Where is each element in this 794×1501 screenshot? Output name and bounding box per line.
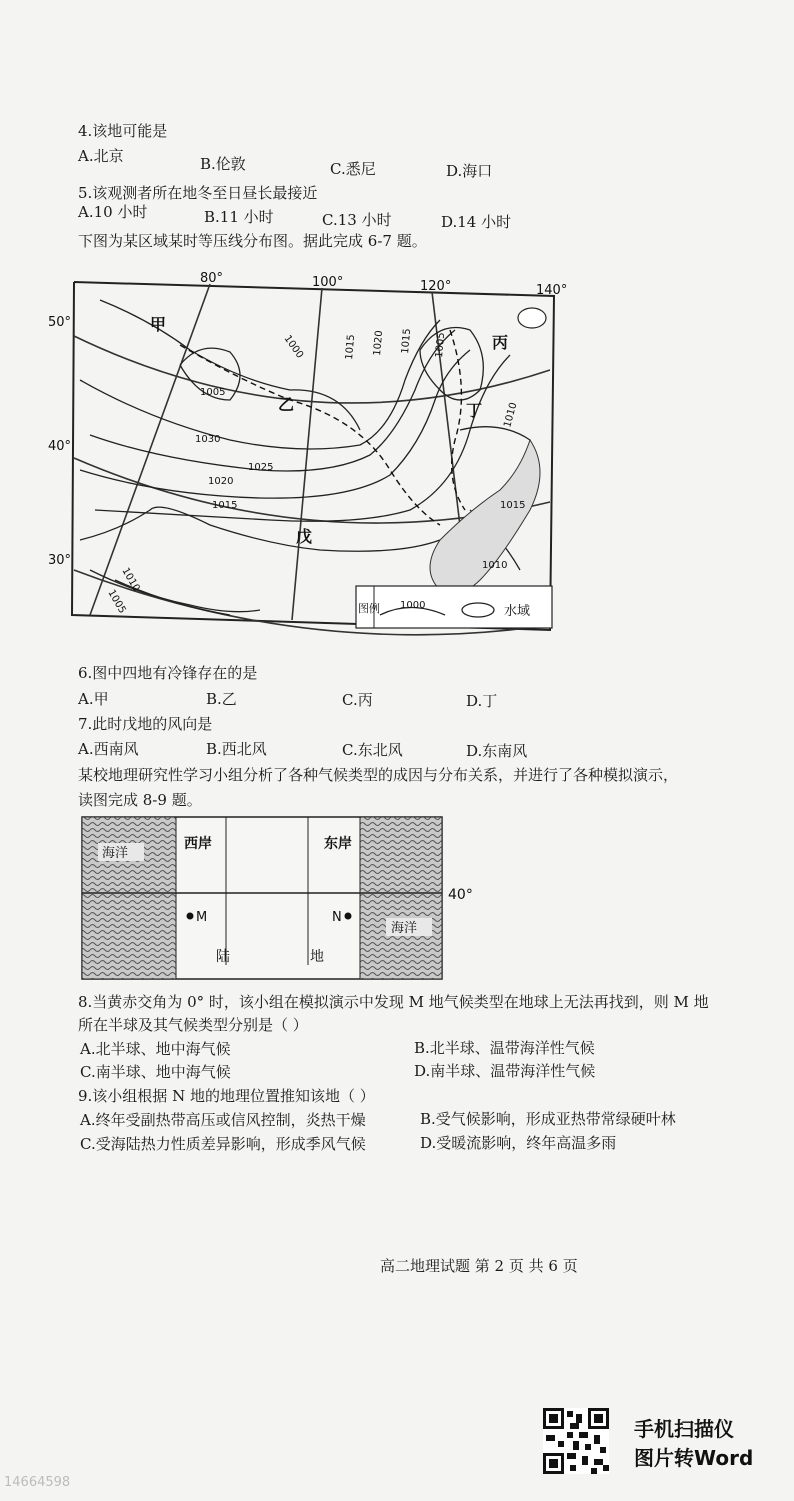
isobar-label: 1005: [434, 331, 448, 359]
qr-code-icon: [543, 1408, 609, 1474]
q9-option-d: D.受暖流影响，终年高温多雨: [420, 1134, 617, 1152]
q4-option-c: C.悉尼: [330, 160, 376, 178]
brand-line-2: 图片转Word: [634, 1446, 754, 1470]
lon-label-80: 80°: [200, 271, 224, 286]
q7-option-c: C.东北风: [342, 741, 403, 759]
isobar-label: 1015: [344, 333, 358, 361]
q9-stem: 9.该小组根据 N 地的地理位置推知该地（ ）: [78, 1087, 375, 1105]
map-legend: [356, 586, 552, 628]
isobar-label: 1025: [248, 462, 274, 473]
point-m-label: M: [196, 910, 208, 925]
west-coast-label: 西岸: [184, 836, 212, 852]
point-n-marker: [345, 913, 352, 920]
lat-label-50: 50°: [48, 315, 72, 330]
q9-option-b: B.受气候影响，形成亚热带常绿硬叶林: [420, 1110, 676, 1128]
climate-diagram: [80, 815, 480, 985]
lon-label-120: 120°: [420, 279, 452, 294]
id-watermark: 14664598: [4, 1475, 71, 1490]
place-yi: 乙: [278, 395, 295, 414]
isobar-label: 1015: [500, 500, 526, 511]
q9-option-c: C.受海陆热力性质差异影响，形成季风气候: [80, 1135, 366, 1153]
legend-water: 水域: [504, 604, 531, 619]
q7-option-a: A.西南风: [78, 740, 139, 758]
east-coast-label: 东岸: [324, 836, 352, 852]
q8-option-b: B.北半球、温带海洋性气候: [414, 1039, 595, 1057]
q6-stem: 6.图中四地有冷锋存在的是: [78, 664, 258, 682]
latitude-40-label: 40°: [448, 887, 473, 903]
isobar-label: 1030: [195, 434, 221, 445]
isobar-label: 1020: [208, 476, 234, 487]
lon-label-140: 140°: [536, 283, 568, 298]
q6-option-b: B.乙: [206, 690, 237, 708]
lat-label-30: 30°: [48, 553, 72, 568]
isobar-label: 1010: [119, 566, 142, 594]
isobar-label: 1005: [105, 588, 128, 616]
land-label-1: 陆: [216, 949, 230, 965]
intro-8-9-line1: 某校地理研究性学习小组分析了各种气候类型的成因与分布关系，并进行了各种模拟演示，: [78, 766, 679, 784]
q7-option-b: B.西北风: [206, 740, 267, 758]
q6-option-d: D.丁: [466, 692, 498, 710]
q8-option-c: C.南半球、地中海气候: [80, 1063, 231, 1081]
q8-option-a: A.北半球、地中海气候: [80, 1040, 231, 1058]
isobar-label: 1010: [502, 401, 520, 429]
lon-label-100: 100°: [312, 275, 344, 290]
q7-option-d: D.东南风: [466, 742, 528, 760]
lat-label-40: 40°: [48, 439, 72, 454]
q6-option-c: C.丙: [342, 691, 373, 709]
page-footer: 高二地理试题 第 2 页 共 6 页: [380, 1257, 578, 1275]
isobar-label: 1010: [482, 560, 508, 571]
q5-option-d: D.14 小时: [441, 213, 512, 231]
q4-option-d: D.海口: [446, 162, 493, 180]
place-jia: 甲: [150, 315, 167, 334]
brand-line-1: 手机扫描仪: [634, 1417, 734, 1441]
legend-isobar-value: 1000: [400, 600, 426, 611]
place-ding: 丁: [466, 401, 483, 420]
q5-option-c: C.13 小时: [322, 211, 392, 229]
q5-option-b: B.11 小时: [204, 208, 274, 226]
isobar-label: 1015: [400, 327, 414, 355]
q6-option-a: A.甲: [78, 690, 109, 708]
place-bing: 丙: [492, 333, 509, 352]
ocean-east-label: 海洋: [391, 921, 418, 936]
isobar-label: 1005: [200, 387, 226, 398]
q4-stem: 4.该地可能是: [78, 122, 168, 140]
q5-stem: 5.该观测者所在地冬至日昼长最接近: [78, 184, 318, 202]
intro-8-9-line2: 读图完成 8-9 题。: [78, 791, 202, 809]
isobar-map: [48, 270, 570, 632]
isobar-label: 1000: [281, 333, 306, 361]
place-wu: 戊: [296, 527, 313, 546]
q4-option-a: A.北京: [78, 147, 124, 165]
q7-stem: 7.此时戊地的风向是: [78, 715, 213, 733]
land-label-2: 地: [310, 949, 324, 965]
intro-6-7: 下图为某区域某时等压线分布图。据此完成 6-7 题。: [78, 232, 427, 250]
q9-option-a: A.终年受副热带高压或信风控制，炎热干燥: [80, 1111, 366, 1129]
point-n-label: N: [332, 910, 342, 925]
q8-stem-line1: 8.当黄赤交角为 0° 时，该小组在模拟演示中发现 M 地气候类型在地球上无法再找到，则 M 地: [78, 993, 709, 1011]
point-m-marker: [187, 913, 194, 920]
ocean-west-label: 海洋: [102, 846, 129, 861]
isobar-label: 1015: [212, 500, 238, 511]
q8-stem-line2: 所在半球及其气候类型分别是（ ）: [78, 1016, 308, 1034]
isobar-label: 1020: [372, 329, 386, 357]
q4-option-b: B.伦敦: [200, 155, 246, 173]
legend-title: 图例: [358, 602, 380, 615]
q8-option-d: D.南半球、温带海洋性气候: [414, 1062, 596, 1080]
q5-option-a: A.10 小时: [78, 203, 148, 221]
